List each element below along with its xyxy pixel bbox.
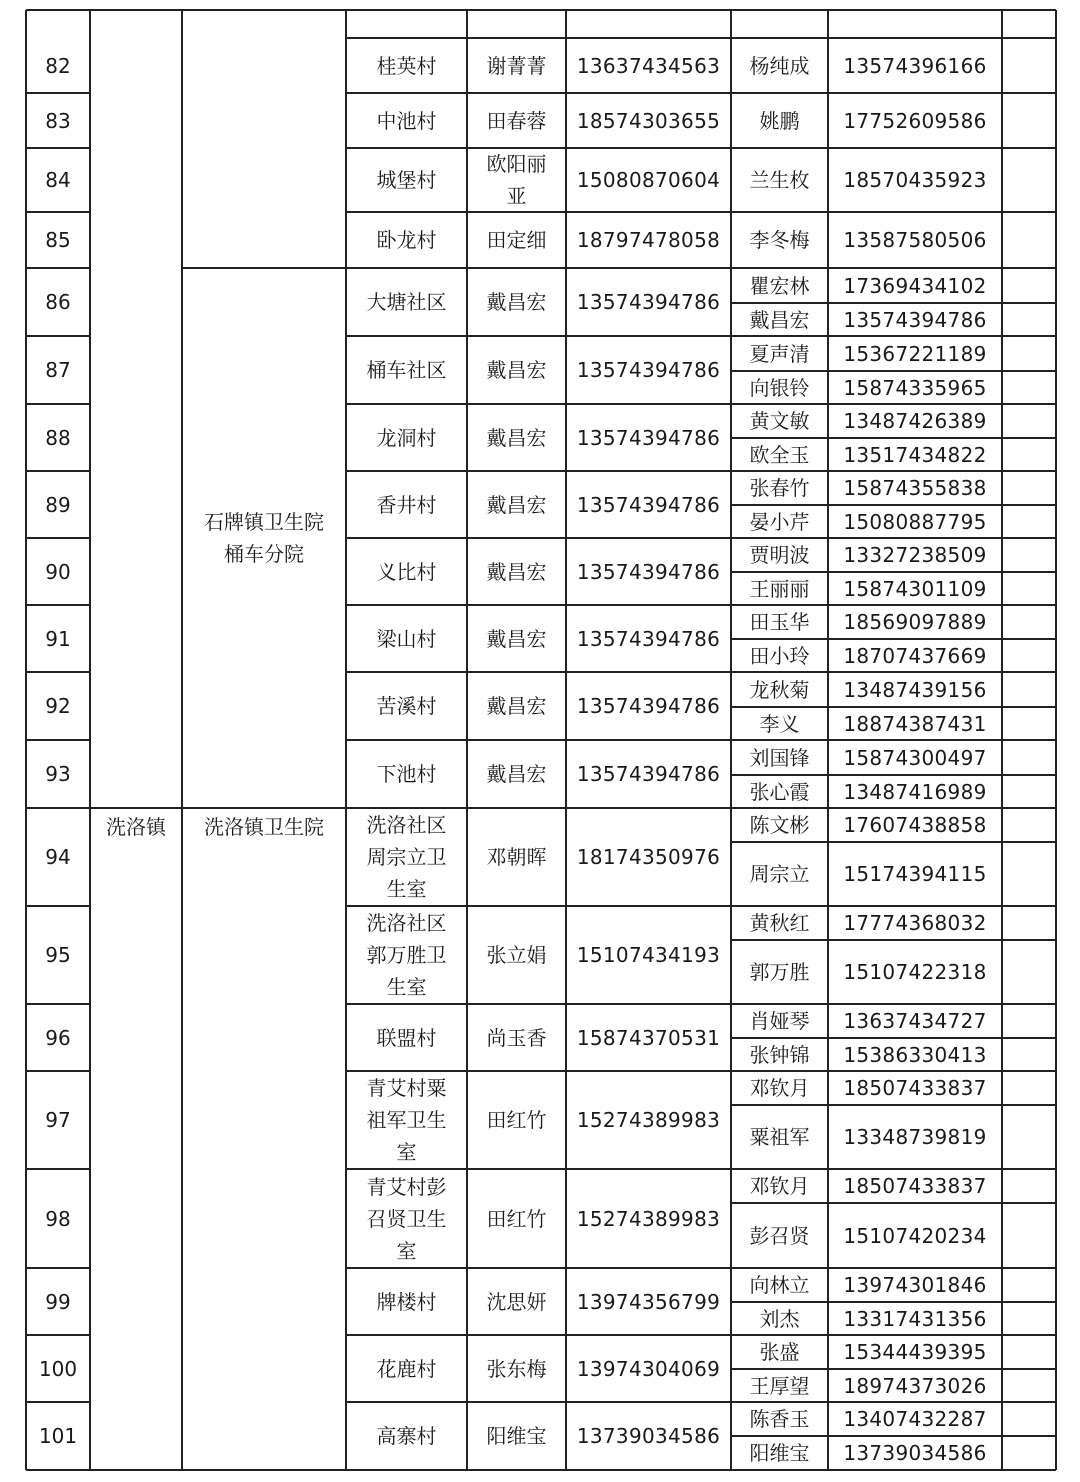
- contact-phone: 13574394786: [843, 307, 987, 332]
- doctor-phone: 13574394786: [576, 425, 721, 450]
- doctor-name: 田定细: [486, 228, 547, 252]
- contact-name: 黄文敏: [749, 409, 810, 433]
- contact-name: 李冬梅: [749, 228, 810, 252]
- doctor-phone: 13574394786: [576, 358, 721, 382]
- row-number: 83: [45, 108, 71, 133]
- doctor-phone: 13574394786: [576, 762, 721, 786]
- contact-phone: 17752609586: [843, 108, 987, 133]
- row-number: 101: [38, 1424, 78, 1448]
- doctor-phone: 15274389983: [576, 1108, 721, 1132]
- doctor-phone: 18574303655: [576, 108, 721, 133]
- contact-name: 刘国锋: [749, 745, 810, 770]
- doctor-phone: 13637434563: [576, 53, 721, 78]
- contact-phone: 13317431356: [843, 1306, 987, 1331]
- row-number: 82: [45, 53, 71, 78]
- town-name-xiluo: 洗洛镇: [106, 815, 166, 839]
- village-name: 洗洛社区 周宗立卫 生室: [366, 813, 447, 901]
- contact-name: 陈香玉: [749, 1407, 810, 1431]
- doctor-name: 张立娟: [486, 943, 547, 967]
- contact-name: 邓钦月: [749, 1076, 810, 1100]
- contact-phone: 18507433837: [843, 1076, 987, 1100]
- village-name: 青艾村彭 召贤卫生 室: [366, 1174, 447, 1263]
- doctor-phone: 18797478058: [576, 228, 721, 252]
- contact-name: 彭召贤: [749, 1223, 810, 1248]
- village-name: 桂英村: [376, 53, 437, 78]
- village-name: 中池村: [376, 108, 437, 133]
- doctor-name: 戴昌宏: [486, 694, 547, 718]
- contact-phone: 17774368032: [843, 911, 987, 935]
- contact-phone: 17369434102: [843, 273, 987, 298]
- row-number: 84: [45, 168, 71, 192]
- contact-phone: 13637434727: [843, 1009, 987, 1033]
- contact-name: 张钟锦: [749, 1042, 810, 1067]
- contact-name: 杨纯成: [749, 53, 810, 78]
- contact-name: 张春竹: [749, 476, 810, 500]
- contact-name: 周宗立: [749, 862, 810, 886]
- contact-name: 田玉华: [749, 610, 810, 634]
- row-number: 94: [45, 845, 71, 869]
- contact-name: 邓钦月: [749, 1174, 810, 1198]
- contact-phone: 15874301109: [843, 576, 987, 601]
- contact-name: 向银铃: [749, 375, 810, 400]
- contact-name: 姚鹏: [759, 108, 800, 133]
- doctor-phone: 15274389983: [576, 1206, 721, 1231]
- contact-phone: 18570435923: [843, 168, 987, 192]
- village-name: 联盟村: [376, 1025, 437, 1050]
- contact-name: 郭万胜: [749, 960, 810, 984]
- village-name: 城堡村: [376, 168, 437, 192]
- contact-name: 刘杰: [759, 1306, 800, 1331]
- row-number: 99: [45, 1289, 71, 1314]
- contact-name: 张心霞: [749, 779, 810, 804]
- doctor-phone: 13974304069: [576, 1356, 721, 1381]
- contact-phone: 13974301846: [843, 1273, 987, 1297]
- contact-phone: 17607438858: [843, 813, 987, 837]
- contact-name: 粟祖军: [749, 1125, 810, 1149]
- doctor-name: 戴昌宏: [486, 492, 547, 517]
- village-name: 大塘社区: [366, 290, 447, 314]
- contact-phone: 15107422318: [843, 960, 987, 984]
- contact-phone: 13574396166: [843, 53, 987, 78]
- contact-phone: 13487439156: [843, 677, 987, 702]
- doctor-name: 戴昌宏: [486, 290, 547, 314]
- contact-phone: 15874335965: [843, 375, 987, 400]
- contact-name: 晏小芹: [749, 509, 810, 534]
- hospital-name-xiluo: 洗洛镇卫生院: [204, 815, 324, 839]
- row-number: 98: [45, 1206, 71, 1231]
- contact-phone: 18974373026: [843, 1373, 987, 1398]
- doctor-name: 田红竹: [486, 1206, 547, 1231]
- row-number: 95: [45, 943, 71, 967]
- contact-name: 肖娅琴: [749, 1009, 810, 1033]
- village-name: 梁山村: [376, 626, 437, 651]
- doctor-name: 尚玉香: [486, 1025, 547, 1050]
- row-number: 89: [45, 492, 71, 517]
- contact-name: 瞿宏林: [749, 273, 810, 298]
- row-number: 100: [38, 1356, 78, 1381]
- contact-name: 贾明波: [749, 543, 810, 567]
- doctor-phone: 13974356799: [576, 1289, 721, 1314]
- contact-phone: 18874387431: [843, 711, 987, 736]
- contact-name: 戴昌宏: [749, 307, 810, 332]
- row-number: 97: [45, 1108, 71, 1132]
- contact-name: 向林立: [749, 1273, 810, 1297]
- contact-phone: 13407432287: [843, 1407, 987, 1431]
- village-name: 香井村: [376, 492, 437, 517]
- doctor-phone: 13574394786: [576, 626, 721, 651]
- doctor-name: 沈思妍: [486, 1289, 547, 1314]
- contact-phone: 13487426389: [843, 409, 987, 433]
- contact-name: 王丽丽: [749, 576, 810, 601]
- contact-phone: 15344439395: [843, 1340, 987, 1364]
- contact-phone: 13587580506: [843, 228, 987, 252]
- village-name: 高寨村: [376, 1424, 437, 1448]
- doctor-phone: 13739034586: [576, 1424, 721, 1448]
- contact-phone: 13348739819: [843, 1125, 987, 1149]
- contact-name: 李义: [759, 711, 800, 736]
- contact-phone: 18507433837: [843, 1174, 987, 1198]
- doctor-name: 谢菁菁: [486, 53, 547, 78]
- contact-phone: 15874300497: [843, 745, 987, 770]
- village-name: 下池村: [376, 762, 437, 786]
- doctor-name: 戴昌宏: [486, 762, 547, 786]
- doctor-phone: 15107434193: [576, 943, 721, 967]
- village-name: 牌楼村: [376, 1289, 437, 1314]
- contact-name: 龙秋菊: [749, 677, 810, 702]
- contact-name: 阳维宝: [749, 1441, 810, 1465]
- row-number: 90: [45, 559, 71, 584]
- contact-name: 夏声清: [749, 341, 810, 366]
- contact-phone: 15080887795: [843, 509, 987, 534]
- row-number: 88: [45, 425, 71, 450]
- contact-name: 王厚望: [749, 1373, 810, 1398]
- contact-phone: 15386330413: [843, 1042, 987, 1067]
- doctor-name: 田红竹: [486, 1108, 547, 1132]
- contact-phone: 13739034586: [843, 1441, 987, 1465]
- contact-phone: 15367221189: [843, 341, 987, 366]
- contact-phone: 15174394115: [843, 862, 987, 886]
- doctor-name: 戴昌宏: [486, 626, 547, 651]
- doctor-phone: 13574394786: [576, 694, 721, 718]
- doctor-name: 戴昌宏: [486, 559, 547, 584]
- doctor-name: 田春蓉: [486, 108, 547, 133]
- doctor-name: 邓朝晖: [486, 845, 547, 869]
- doctor-name: 阳维宝: [486, 1424, 547, 1448]
- contact-name: 黄秋红: [749, 911, 810, 935]
- row-number: 91: [45, 626, 71, 651]
- contact-name: 张盛: [759, 1340, 800, 1364]
- village-name: 义比村: [376, 559, 437, 584]
- row-number: 92: [45, 694, 71, 718]
- contact-phone: 18569097889: [843, 610, 987, 634]
- hospital-name-tongche: 石牌镇卫生院 桶车分院: [204, 510, 324, 566]
- village-name: 龙洞村: [376, 425, 437, 450]
- contact-phone: 15107420234: [843, 1223, 987, 1248]
- village-name: 花鹿村: [376, 1356, 437, 1381]
- row-number: 86: [45, 290, 71, 314]
- doctor-phone: 13574394786: [576, 290, 721, 314]
- doctor-phone: 15874370531: [576, 1025, 721, 1050]
- village-name: 卧龙村: [376, 228, 437, 252]
- village-name: 洗洛社区 郭万胜卫 生室: [366, 911, 447, 999]
- doctor-phone: 13574394786: [576, 559, 721, 584]
- contact-phone: 13487416989: [843, 779, 987, 804]
- village-name: 桶车社区: [366, 358, 447, 382]
- doctor-phone: 13574394786: [576, 492, 721, 517]
- doctor-phone: 15080870604: [576, 168, 721, 192]
- contact-name: 陈文彬: [749, 813, 810, 837]
- contact-phone: 13327238509: [843, 543, 987, 567]
- contact-name: 欧全玉: [749, 442, 810, 467]
- row-number: 93: [45, 762, 71, 786]
- contact-phone: 13517434822: [843, 442, 987, 467]
- doctor-name: 欧阳丽 亚: [486, 152, 547, 208]
- doctor-name: 张东梅: [486, 1356, 547, 1381]
- row-number: 96: [45, 1025, 71, 1050]
- contact-phone: 15874355838: [843, 476, 987, 500]
- contact-phone: 18707437669: [843, 643, 987, 668]
- doctor-name: 戴昌宏: [486, 425, 547, 450]
- village-name: 青艾村粟 祖军卫生 室: [366, 1076, 447, 1164]
- row-number: 85: [45, 228, 71, 252]
- contact-name: 兰生枚: [749, 168, 810, 192]
- village-name: 苦溪村: [376, 694, 437, 718]
- row-number: 87: [45, 358, 71, 382]
- contact-name: 田小玲: [749, 643, 810, 668]
- doctor-phone: 18174350976: [576, 845, 721, 869]
- doctor-name: 戴昌宏: [486, 358, 547, 382]
